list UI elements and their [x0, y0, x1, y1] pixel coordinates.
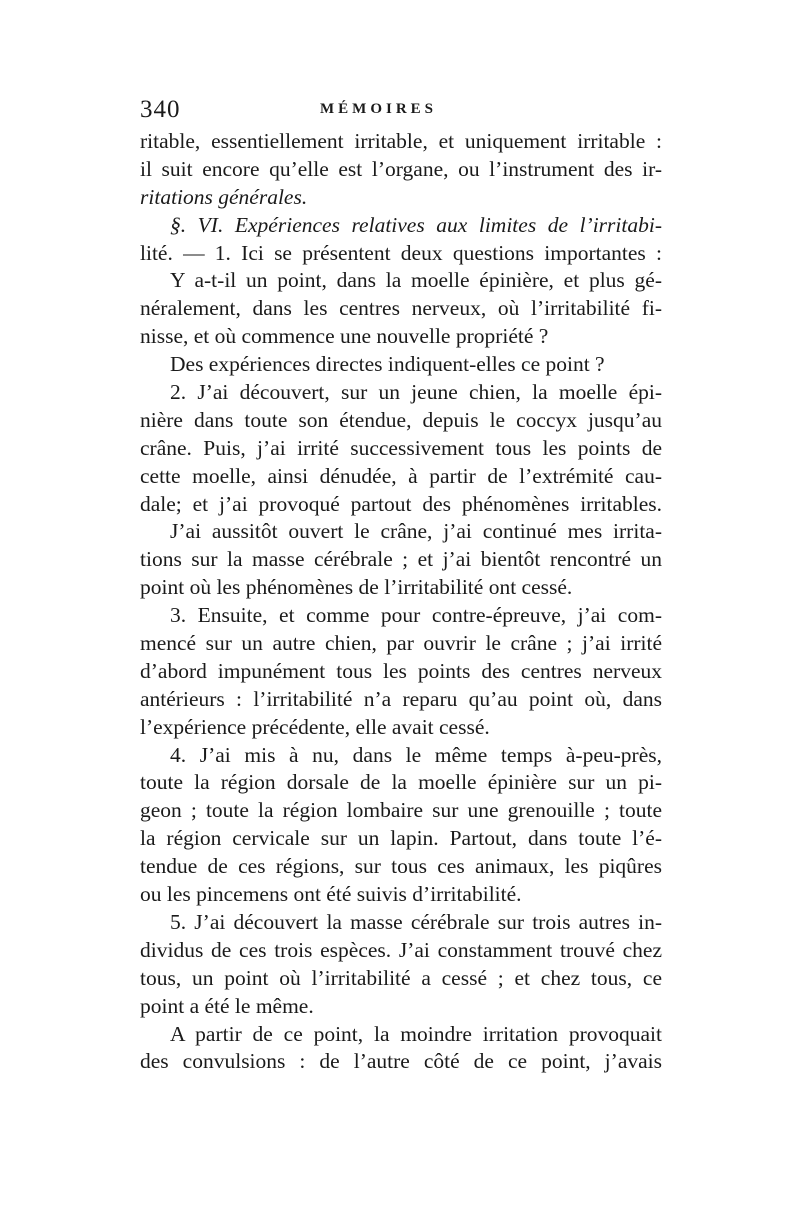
text-line: toute la région dorsale de la moelle épinière sur un pi- [140, 770, 662, 795]
text-line: dale; et j’ai provoqué partout des phénomènes irritables. [140, 491, 662, 516]
text-line: point où les phénomènes de l’irritabilité ont cessé. [140, 575, 573, 600]
text-line: 3. Ensuite, et comme pour contre-épreuve, j’ai com- [170, 603, 662, 628]
text-line: point a été le même. [140, 993, 314, 1018]
section-heading-line: §. VI. Expériences relatives aux limites de l’irritabi- [170, 212, 662, 237]
text-line: Y a-t-il un point, dans la moelle épinière, et plus gé- [170, 268, 662, 293]
text-line: 2. J’ai découvert, sur un jeune chien, la moelle épi- [170, 380, 662, 405]
text-line: l’expérience précédente, elle avait cessé. [140, 714, 490, 739]
text-line: Des expériences directes indiquent-elles ce point ? [170, 352, 605, 377]
text-line: ou les pincemens ont été suivis d’irritabilité. [140, 882, 522, 907]
text-line: la région cervicale sur un lapin. Partout, dans toute l’é- [140, 826, 662, 851]
text-line: tendue de ces régions, sur tous ces animaux, les piqûres [140, 854, 662, 879]
text-line: crâne. Puis, j’ai irrité successivement tous les points de [140, 435, 662, 460]
text-line: tions sur la masse cérébrale ; et j’ai bientôt rencontré un [140, 547, 662, 572]
text-line: tous, un point où l’irritabilité a cessé ; et chez tous, ce [140, 965, 662, 990]
text-line: antérieurs : l’irritabilité n’a reparu qu’au point où, dans [140, 686, 662, 711]
text-line: d’abord impunément tous les points des centres nerveux [140, 658, 662, 683]
text-line: lité. — 1. Ici se présentent deux questions importantes : [140, 240, 662, 265]
text-line: néralement, dans les centres nerveux, où l’irritabilité fi- [140, 296, 662, 321]
text-line: dividus de ces trois espèces. J’ai constamment trouvé chez [140, 937, 662, 962]
text-line: J’ai aussitôt ouvert le crâne, j’ai continué mes irrita- [170, 519, 662, 544]
body-text [140, 128, 662, 1076]
text-line: A partir de ce point, la moindre irritation provoquait [170, 1021, 662, 1046]
text-line: cette moelle, ainsi dénudée, à partir de l’extrémité cau- [140, 463, 662, 488]
text-line: 4. J’ai mis à nu, dans le même temps à-peu-près, [170, 742, 662, 767]
text-line: des convulsions : de l’autre côté de ce point, j’avais [140, 1049, 662, 1074]
text-line: mencé sur un autre chien, par ouvrir le crâne ; j’ai irrité [140, 631, 662, 656]
text-line: 5. J’ai découvert la masse cérébrale sur trois autres in- [170, 909, 662, 934]
text-line: nisse, et où commence une nouvelle propriété ? [140, 324, 549, 349]
text-line: il suit encore qu’elle est l’organe, ou l’instrument des ir- [140, 156, 662, 181]
running-title: MÉMOIRES [320, 101, 438, 117]
page-number: 340 [140, 96, 181, 123]
text-line: nière dans toute son étendue, depuis le coccyx jusqu’au [140, 407, 662, 432]
text-line: geon ; toute la région lombaire sur une grenouille ; toute [140, 798, 662, 823]
text-line: ritations générales. [140, 184, 308, 209]
text-line: ritable, essentiellement irritable, et uniquement irritable : [140, 129, 662, 153]
